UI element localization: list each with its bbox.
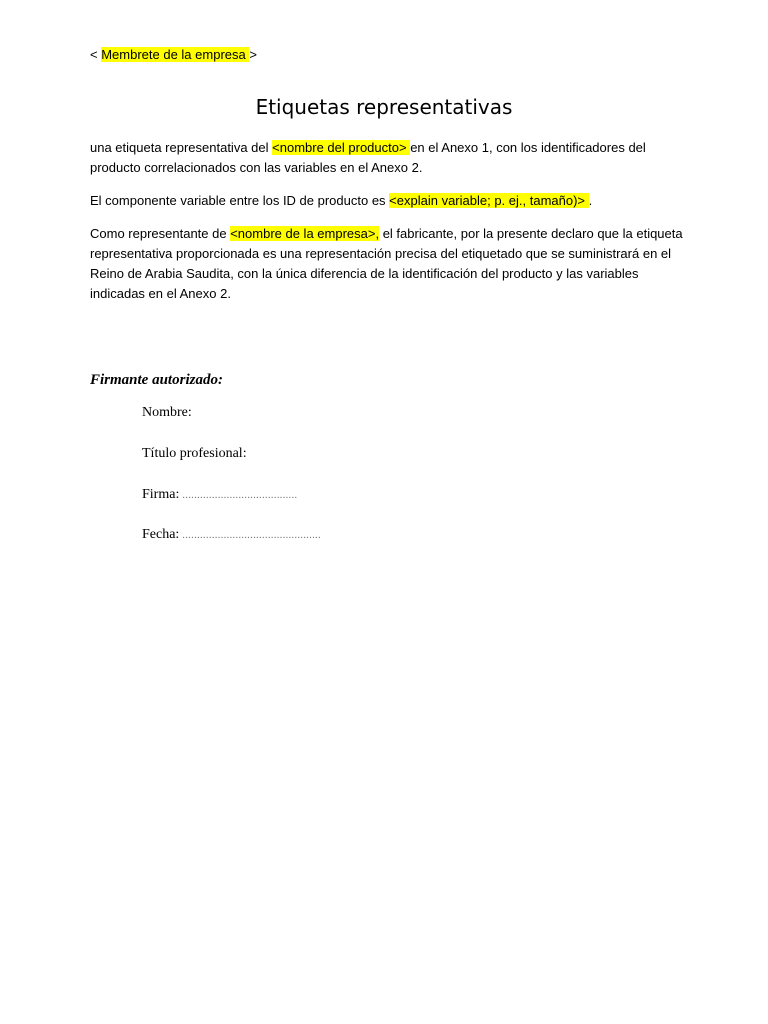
paragraph-declaration-text-a: Como representante de [90,226,231,241]
signature-dotted-line: ....................................... [179,489,298,501]
document-title: Etiquetas representativas [255,95,513,119]
name-field [142,403,192,423]
paragraph-product [90,138,690,178]
job-title-label: Título profesional: [142,446,247,461]
signature-label: Firma: [142,487,180,502]
paragraph-variable-text-b: . [588,193,593,208]
signature-field [142,485,297,505]
letterhead-placeholder: Membrete de la empresa [101,47,250,62]
paragraph-product-text-b: en el Anexo 1, con los identificadores del producto correlacionados con las variables en el Anexo 2. [90,140,646,175]
letterhead-close-bracket: > [249,47,257,62]
letterhead-line [90,46,257,64]
paragraph-product-text-a: una etiqueta representativa del [90,140,273,155]
product-name-placeholder: <nombre del producto> [272,140,411,155]
date-label: Fecha: [142,527,180,542]
job-title-field [142,444,247,464]
company-name-placeholder: <nombre de la empresa>, [230,226,380,241]
date-field [142,525,321,545]
name-label: Nombre: [142,405,192,420]
paragraph-variable [90,191,690,211]
letterhead-open-bracket: < [90,47,102,62]
variable-placeholder: <explain variable; p. ej., tamaño)> [389,193,589,208]
signatory-heading: Firmante autorizado: [90,372,223,388]
paragraph-variable-text-a: El componente variable entre los ID de producto es [90,193,390,208]
paragraph-declaration-text-b: el fabricante, por la presente declaro que la etiqueta representativa proporcionada es una representación precisa del etiquetado que se suministrará en el Reino de Arabia Saudita, con la única diferencia de la identificación del producto y las variables indicadas en el Anexo 2. [90,226,683,301]
paragraph-declaration [90,224,690,304]
date-dotted-line: ............................................... [179,529,321,541]
